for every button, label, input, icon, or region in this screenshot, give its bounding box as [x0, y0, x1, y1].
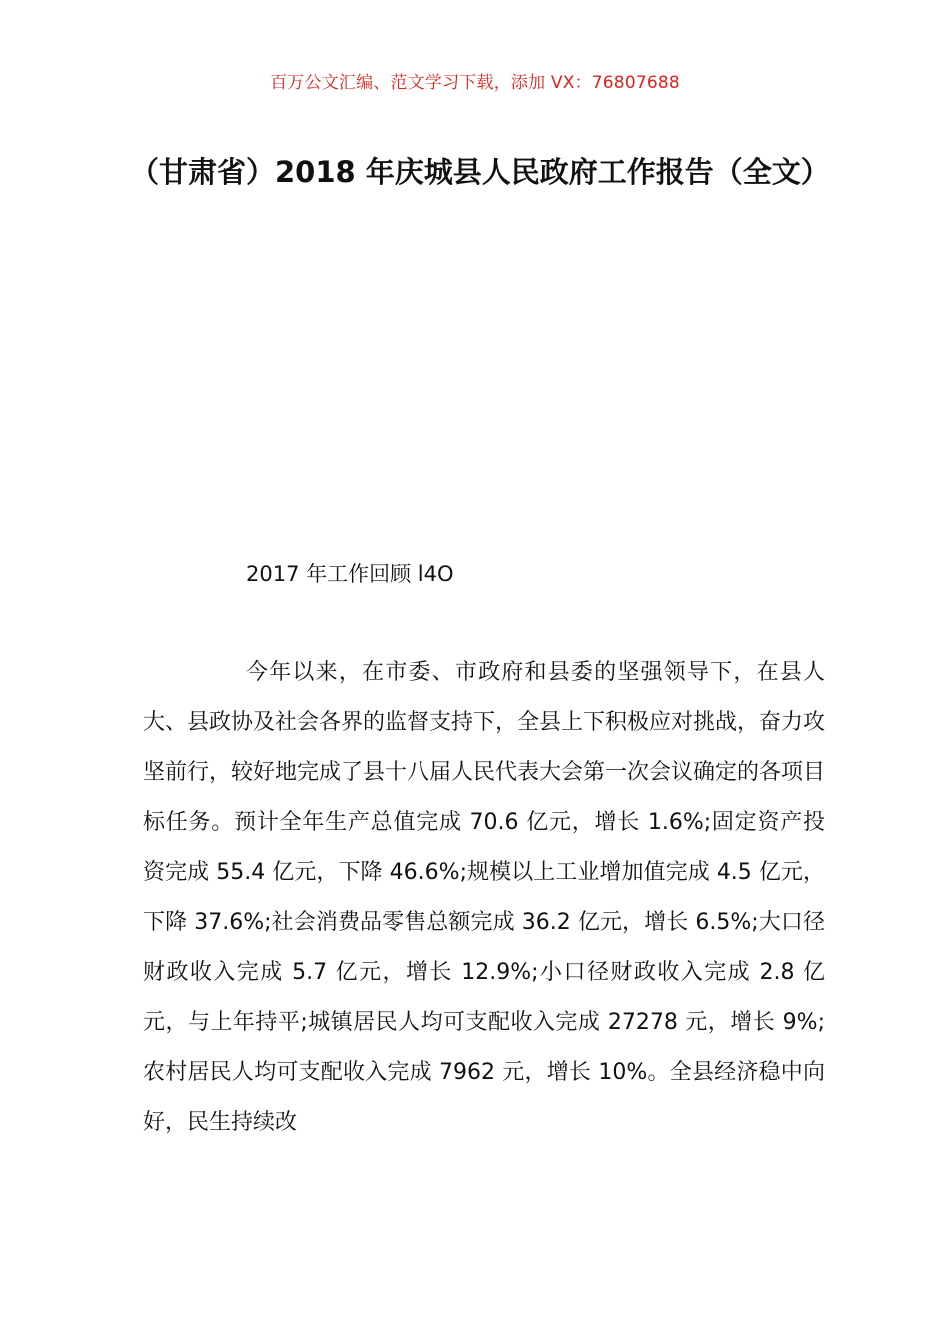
body-paragraph: 今年以来，在市委、市政府和县委的坚强领导下，在县人大、县政协及社会各界的监督支持下，全县上下积极应对挑战，奋力攻坚前行，较好地完成了县十八届人民代表大会第一次会议确定的各项目标任务。预计全年生产总值完成 70.6 亿元，增长 1.6%;固定资产投资完成 55.4 亿元，下降 46.6%;规模以上工业增加值完成 4.5 亿元，下降 37.6%;社会消费品零售总额完成 36.2 亿元，增长 6.5%;大口径财政收入完成 5.7 亿元，增长 12.9%;小口径财政收入完成 2.8 亿元，与上年持平;城镇居民人均可支配收入完成 27278 元，增长 9%;农村居民人均可支配收入完成 7962 元，增长 10%。全县经济稳中向好，民生持续改 [143, 660, 826, 1135]
document-title: （甘肃省）2018 年庆城县人民政府工作报告（全文） [130, 155, 830, 189]
section-heading: 2017 年工作回顾 l4O [246, 562, 454, 586]
header-promo-text: 百万公文汇编、范文学习下载，添加 VX：76807688 [270, 73, 680, 93]
